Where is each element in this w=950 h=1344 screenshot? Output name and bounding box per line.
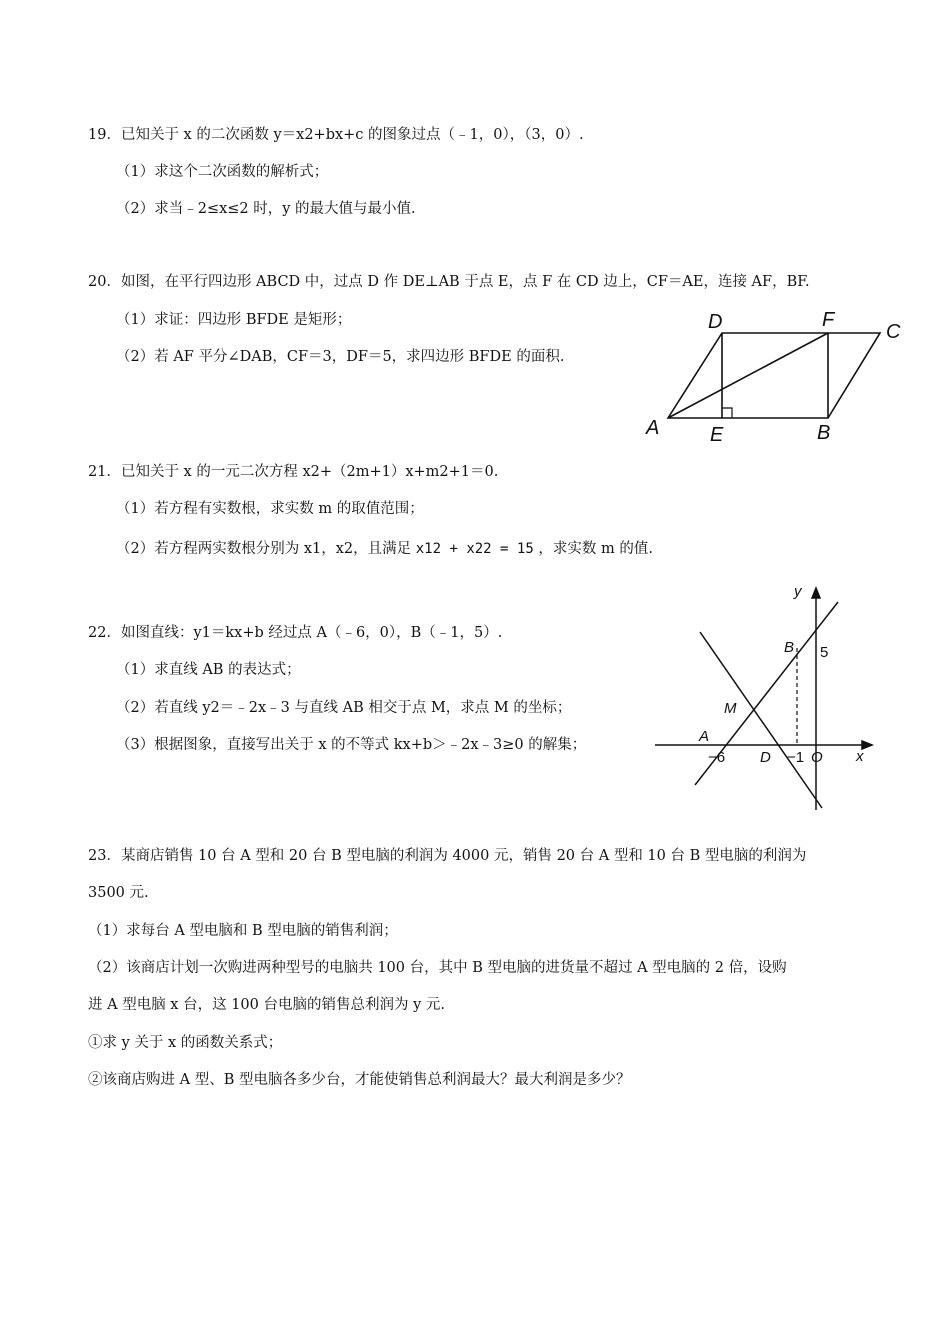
q19-stem: 19．已知关于 x 的二次函数 y＝x2+bx+c 的图象过点（﹣1，0），（3，0）.	[88, 127, 584, 143]
parallelogram-abcd	[668, 333, 880, 418]
label-f: F	[822, 309, 835, 331]
right-angle-mark	[722, 408, 732, 418]
q23-sub2: ②该商店购进 A 型、B 型电脑各多少台，才能使销售总利润最大？最大利润是多少？	[88, 1072, 631, 1088]
point-b-label: B	[784, 639, 795, 656]
q19-part2: （2）求当﹣2≤x≤2 时，y 的最大值与最小值.	[116, 201, 416, 217]
segment-af	[668, 333, 828, 418]
q22-part3: （3）根据图象，直接写出关于 x 的不等式 kx+b＞﹣2x﹣3≥0 的解集；	[116, 737, 587, 753]
q23-part1: （1）求每台 A 型电脑和 B 型电脑的销售利润；	[88, 923, 398, 939]
q22-part2: （2）若直线 y2＝﹣2x﹣3 与直线 AB 相交于点 M，求点 M 的坐标；	[116, 700, 572, 716]
tick-neg6-label: −6	[708, 749, 726, 766]
tick-neg1-label: −1	[787, 749, 805, 766]
line-graph-figure	[650, 580, 880, 815]
q21-stem: 21．已知关于 x 的一元二次方程 x2+（2m+1）x+m2+1＝0.	[88, 464, 499, 480]
x-axis-arrow	[862, 741, 872, 749]
q23-part2-line2: 进 A 型电脑 x 台，这 100 台电脑的销售总利润为 y 元.	[88, 997, 445, 1013]
point-a-label: A	[699, 728, 710, 745]
line-y2	[700, 632, 822, 808]
label-a: A	[646, 417, 660, 439]
q23-part2-line1: （2）该商店计划一次购进两种型号的电脑共 100 台，其中 B 型电脑的进货量不超过 A 型电脑的 2 倍，设购	[88, 960, 787, 976]
label-d: D	[708, 311, 723, 333]
q21-part2-text: （2）若方程两实数根分别为 x1，x2，且满足	[116, 541, 412, 557]
point-m-label: M	[724, 700, 737, 717]
point-d-label: D	[760, 749, 771, 766]
q20-part1: （1）求证：四边形 BFDE 是矩形；	[116, 312, 352, 328]
label-e: E	[710, 424, 724, 446]
q23-stem-line1: 23．某商店销售 10 台 A 型和 20 台 B 型电脑的利润为 4000 元，销售 20 台 A 型和 10 台 B 型电脑的利润为	[88, 848, 807, 864]
q21-part2-tail: ，求实数 m 的值.	[538, 541, 653, 557]
label-b: B	[817, 422, 831, 444]
q23-stem-line2: 3500 元.	[88, 885, 149, 901]
q23-sub1: ①求 y 关于 x 的函数关系式；	[88, 1035, 283, 1051]
q22-part1: （1）求直线 AB 的表达式；	[116, 662, 301, 678]
q21-formula: x12 + x22 = 15	[415, 541, 534, 557]
q21-part2	[116, 539, 653, 559]
parallelogram-figure	[640, 308, 910, 448]
origin-label: O	[811, 749, 823, 766]
q20-stem: 20．如图，在平行四边形 ABCD 中，过点 D 作 DE⊥AB 于点 E，点 F 在 CD 边上，CF＝AE，连接 AF，BF.	[88, 274, 810, 290]
q19-part1: （1）求这个二次函数的解析式；	[116, 164, 329, 180]
q20-part2: （2）若 AF 平分∠DAB，CF＝3，DF＝5，求四边形 BFDE 的面积.	[116, 349, 565, 365]
tick-5-label: 5	[820, 644, 829, 661]
label-c: C	[886, 321, 901, 343]
q22-stem: 22．如图直线：y1＝kx+b 经过点 A（﹣6，0），B（﹣1，5）.	[88, 625, 503, 641]
y-axis-label: y	[794, 583, 802, 600]
x-axis-label: x	[856, 748, 864, 765]
y-axis-arrow	[812, 588, 820, 598]
q21-part1: （1）若方程有实数根，求实数 m 的取值范围；	[116, 501, 424, 517]
